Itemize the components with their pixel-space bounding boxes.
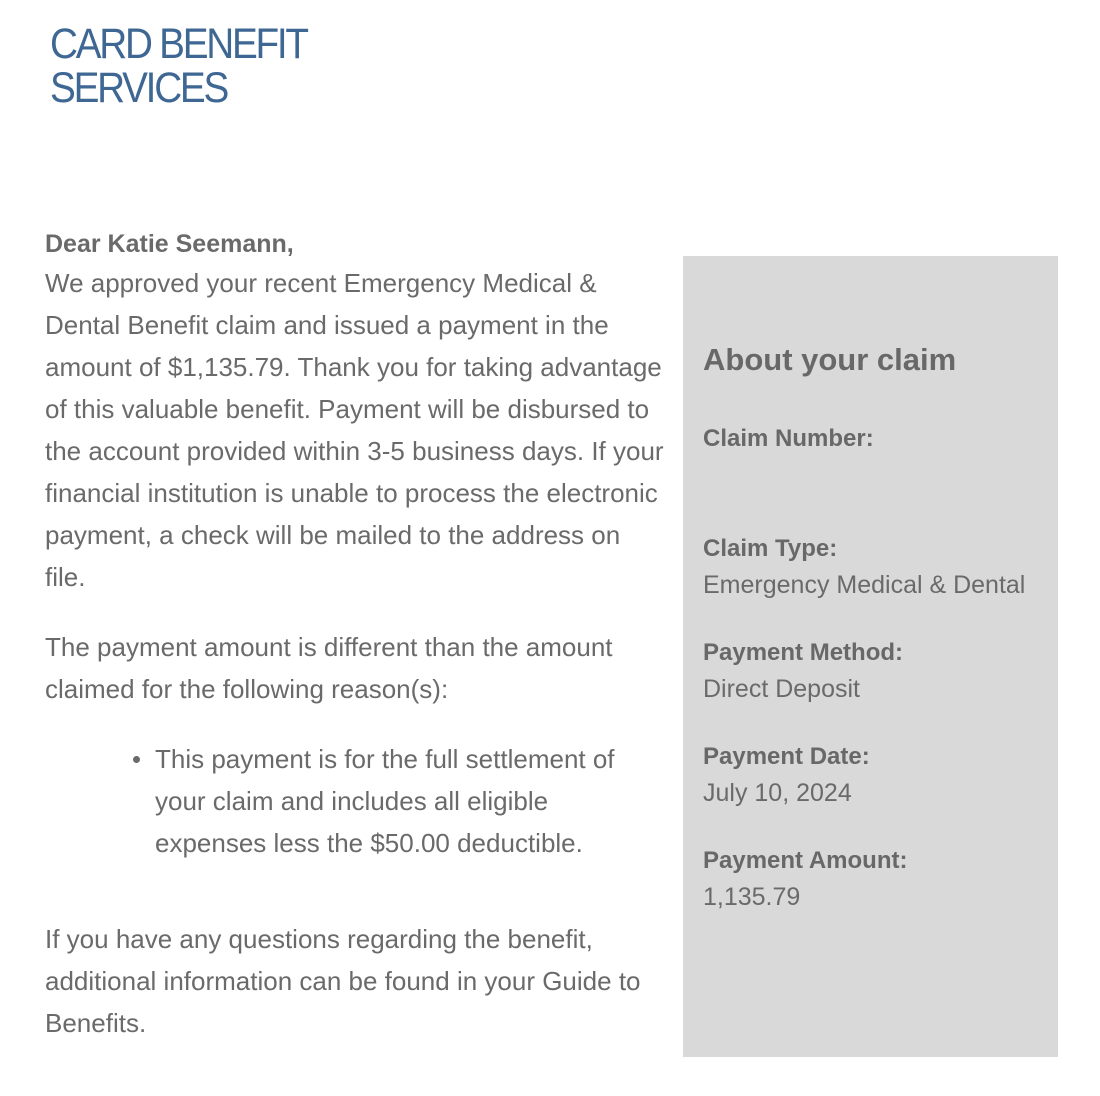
claim-summary-title: About your claim — [703, 342, 957, 377]
payment-method-label: Payment Method: — [703, 639, 904, 666]
claim-type-label: Claim Type: — [703, 535, 838, 562]
claim-number-label: Claim Number: — [703, 425, 874, 452]
closing-paragraph: If you have any questions regarding the benefit, additional information can be found in your Guide to Benefits. — [45, 924, 641, 1038]
payment-amount-field — [703, 844, 1048, 916]
approval-paragraph: We approved your recent Emergency Medical & Dental Benefit claim and issued a payment in the amount of $1,135.79. Thank you for taking advantage of this valuable benefit. Payment will be disbursed to the account provided within 3-5 business days. If your financial institution is unable to process the electronic payment, a check will be mailed to the address on file. — [45, 268, 664, 592]
greeting: Dear Katie Seemann, — [45, 230, 294, 258]
payment-date-value: July 10, 2024 — [703, 779, 852, 807]
claim-summary-panel — [683, 256, 1058, 1057]
payment-method-value: Direct Deposit — [703, 675, 860, 703]
reason-list-item: This payment is for the full settlement of your claim and includes all eligible expenses less the $50.00 deductible. — [155, 738, 635, 864]
claim-number-value — [703, 456, 1048, 494]
payment-amount-label: Payment Amount: — [703, 847, 908, 874]
letter-body — [45, 226, 665, 1044]
claim-type-field — [703, 532, 1048, 604]
payment-amount-value: 1,135.79 — [703, 883, 801, 911]
claim-type-value: Emergency Medical & Dental — [703, 571, 1026, 599]
payment-method-field — [703, 636, 1048, 708]
claim-number-field — [703, 422, 1048, 494]
logo-line-2: SERVICES — [50, 64, 228, 112]
payment-date-label: Payment Date: — [703, 743, 870, 770]
difference-paragraph: The payment amount is different than the amount claimed for the following reason(s): — [45, 632, 613, 704]
payment-date-field — [703, 740, 1048, 812]
card-benefit-services-logo — [50, 22, 307, 110]
logo-line-1: CARD BENEFIT — [50, 20, 307, 68]
reason-list — [45, 738, 665, 864]
